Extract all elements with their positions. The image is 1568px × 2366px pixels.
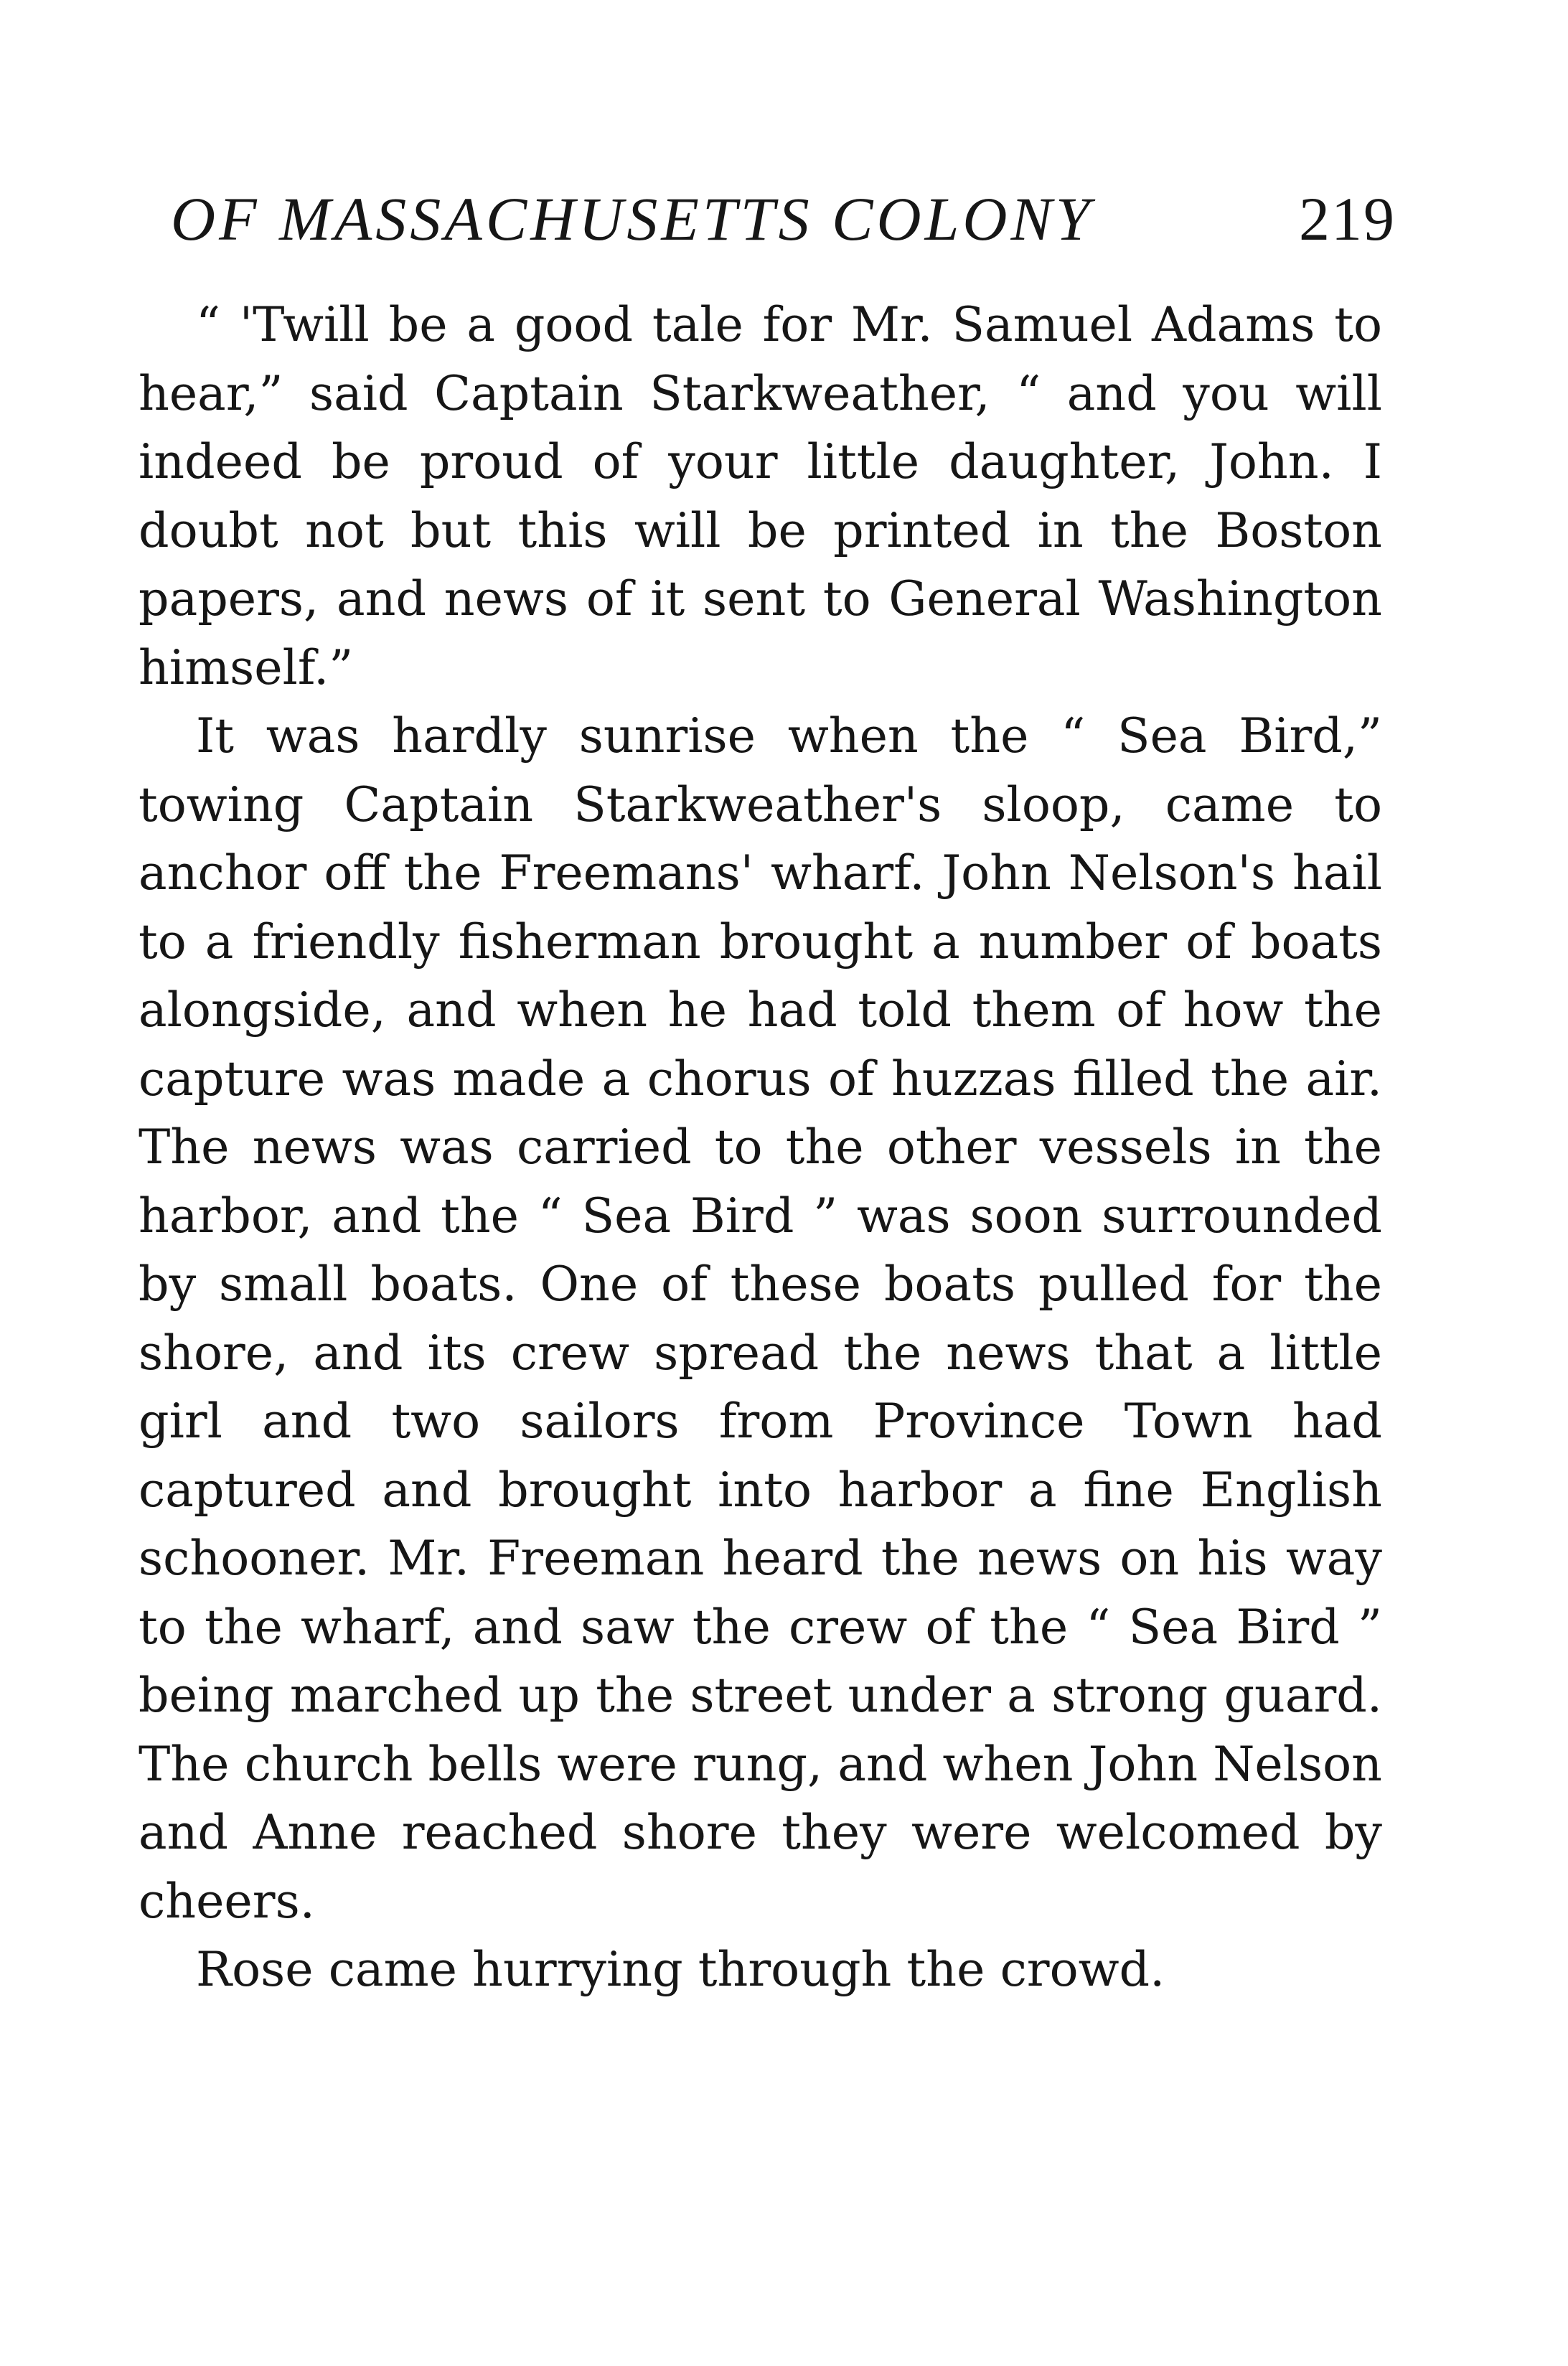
page-header	[171, 183, 1396, 262]
running-title: OF MASSACHUSETTS COLONY	[171, 184, 1094, 253]
paragraph: Rose came hurrying through the crowd.	[196, 1941, 1165, 1997]
page-number: 219	[1299, 184, 1396, 253]
paragraph: It was hardly sunrise when the “ Sea Bird,” towing Captain Starkweather's sloop, came to anchor off the Freemans' wharf. John Nelson's hail to a friendly fisherman brought a number of boats alongside, and when he had told them of how the capture was made a chorus of huzzas filled the air. The news was carried to the other vessels in the harbor, and the “ Sea Bird ” was soon surrounded by small boats. One of these boats pulled for the shore, and its crew spread the news that a little girl and two sailors from Province Town had captured and brought into harbor a fine English schooner. Mr. Freeman heard the news on his way to the wharf, and saw the crew of the “ Sea Bird ” being marched up the street under a strong guard. The church bells were rung, and when John Nelson and Anne reached shore they were welcomed by cheers.	[139, 708, 1382, 1929]
body-text	[139, 291, 1382, 2004]
paragraph: “ 'Twill be a good tale for Mr. Samuel Adams to hear,” said Captain Starkweather, “ and you will indeed be proud of your little daughter, John. I doubt not but this will be printed in the Boston papers, and news of it sent to General Washington himself.”	[139, 296, 1382, 695]
